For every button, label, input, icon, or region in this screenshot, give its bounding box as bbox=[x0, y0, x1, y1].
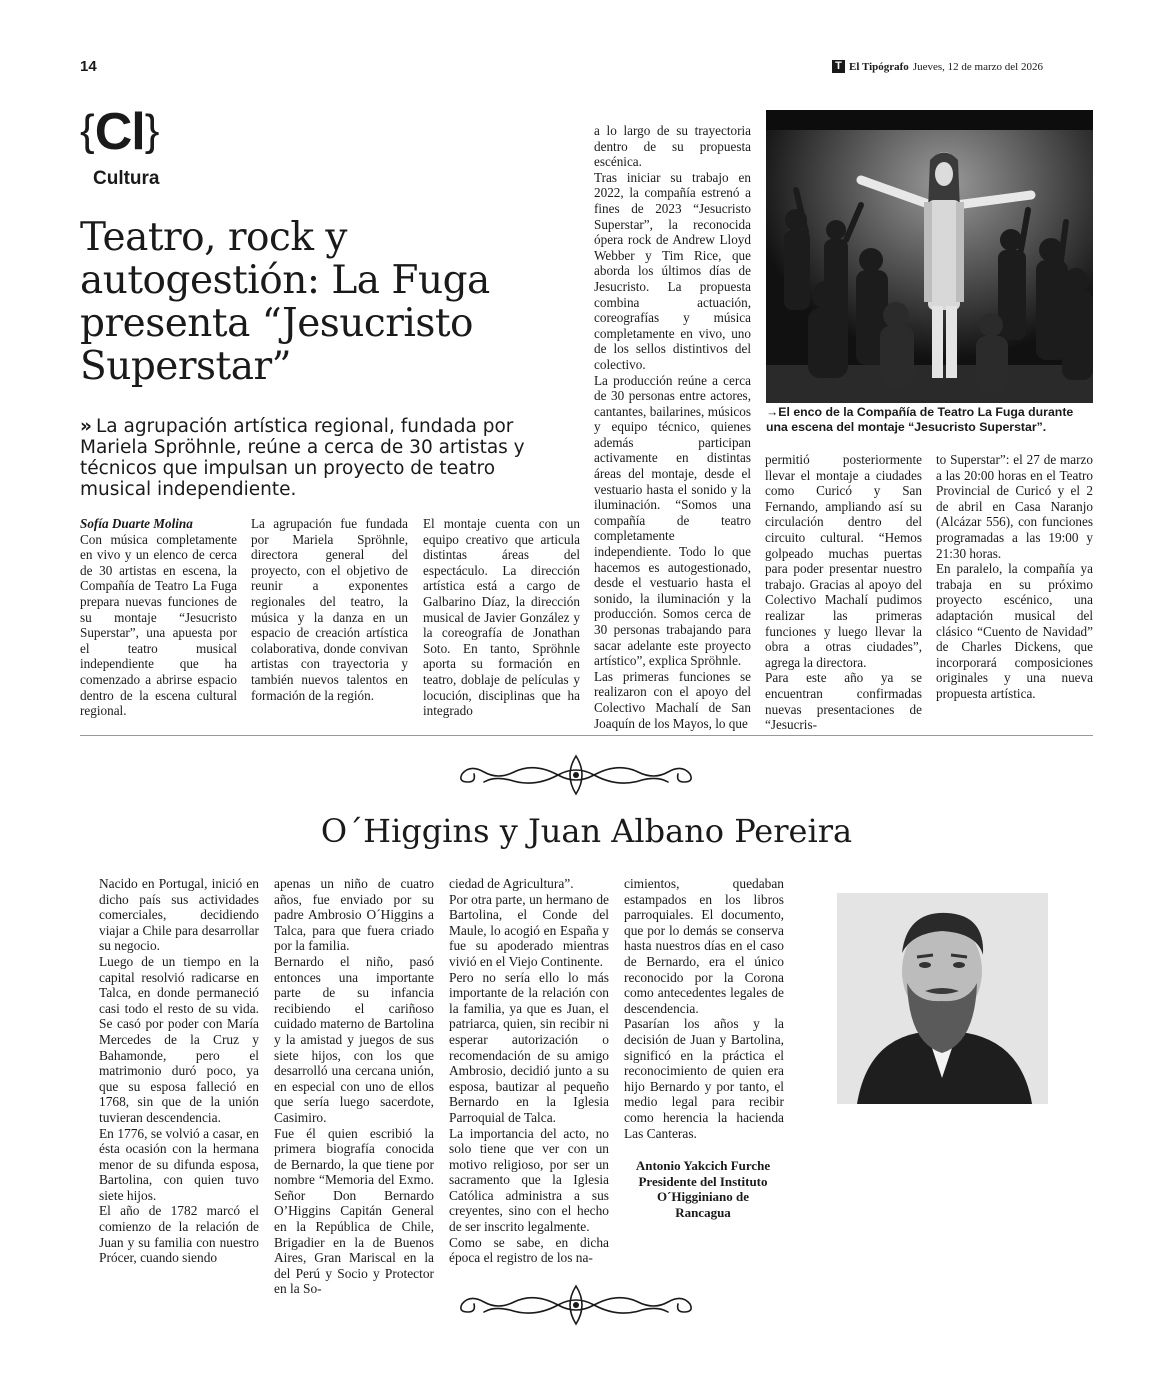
column-text: Tras iniciar su trabajo en 2022, la compañía estrenó a fines de 2023 “Jesucristo Superstar”, la reconocida ópera rock de Andrew Lloyd Webber y Tim Rice, que aborda los últimos días de Jesucristo. La propuesta combina actuación, coreografías y música completamente en vivo, uno de los sellos distintivos del colectivo. bbox=[594, 169, 751, 372]
column-text: En paralelo, la compañía ya trabaja en su próximo proyecto escénico, una adaptación musical del clásico “Cuento de Navidad” de Charles Dickens, que incorporará composiciones originales y una nueva propuesta artística. bbox=[936, 561, 1093, 701]
brace-open: { bbox=[80, 106, 95, 155]
article-deck bbox=[80, 416, 564, 500]
column-text: Como se sabe, en dicha época el registro de los na- bbox=[449, 1234, 609, 1266]
column-text: cimientos, quedaban estampados en los libros parroquiales. El documento, que por lo demás se conserva hasta nuestros días en el caso de Bernardo, era el único reconocido por la Corona como antecedentes legales de descendencia. bbox=[624, 876, 784, 1016]
article-column-4 bbox=[594, 123, 751, 731]
op-column-3 bbox=[449, 876, 609, 1266]
section-abbr: Cl bbox=[94, 103, 145, 161]
column-text: ciedad de Agricultura”. bbox=[449, 876, 574, 891]
portrait-photo bbox=[837, 893, 1048, 1104]
column-text: Fue él quien escribió la primera biografía conocida de Bernardo, la que tiene por nombre “Memoria del Exmo. Señor Don Bernardo O’Higgins Capitán General en la República de Chile, Brigadier en la de Buenos Aires, Gran Mariscal en la del Perú y Socio y Protector en la So- bbox=[274, 1125, 434, 1297]
caption-text: El enco de la Compañía de Teatro La Fuga durante una escena del montaje “Jesucristo Superstar”. bbox=[766, 405, 1074, 434]
column-text: apenas un niño de cuatro años, fue enviado por su padre Ambrosio O´Higgins a Talca, para que fuera criado por la familia. bbox=[274, 876, 434, 954]
column-text: Pasarían los años y la decisión de Juan y Bartolina, significó en la práctica el reconocimiento de quien era hijo Bernardo y por tanto, el medio legal para recibir como herencia la hacienda Las Canteras. bbox=[624, 1016, 784, 1141]
article-column-3 bbox=[423, 516, 580, 719]
column-text: a lo largo de su trayectoria dentro de su propuesta escénica. bbox=[594, 123, 751, 170]
article-title: O´Higgins y Juan Albano Pereira bbox=[320, 812, 853, 850]
section-logo bbox=[80, 104, 159, 163]
column-text: Pero no sería ello lo más importante de la relación con la familia, ya que es Juan, el patriarca, quien, sin recibir ni esperar autorización o recomendación de su amigo Ambrosio, decidió junto a su esposa, bautizar al pequeño Bernardo en la Iglesia Parroquial de Talca. bbox=[449, 969, 609, 1125]
issue-date: Jueves, 12 de marzo del 2026 bbox=[912, 60, 1043, 73]
column-text: El año de 1782 marcó el comienzo de la relación de Juan y su familia con nuestro Prócer, cuando siendo bbox=[99, 1203, 259, 1266]
op-column-2 bbox=[274, 876, 434, 1297]
page-number: 14 bbox=[80, 58, 97, 75]
column-text: Por otra parte, un hermano de Bartolina, el Conde del Maule, lo acogió en España y fue su apoderado mientras vivió en el Viejo Continente. bbox=[449, 891, 609, 969]
column-text: La importancia del acto, no solo tiene que ver con un motivo religioso, por ser un sacramento que la Iglesia Católica administra a sus creyentes, sino con el hecho de ser inscrito legalmente. bbox=[449, 1125, 609, 1235]
article-column-6 bbox=[936, 452, 1093, 702]
column-text: Luego de un tiempo en la capital resolvió radicarse en Talca, en donde permaneció casi todo el resto de su vida. Se casó por poder con María Mercedes de la Cruz y Bahamonde, pero el matrimonio duró poco, ya que su esposa falleció en 1768, sin que de la unión tuvieran descendencia. bbox=[99, 953, 259, 1125]
deck-text: La agrupación artística regional, fundada por Mariela Spröhnle, reúne a cerca de 30 artistas y técnicos que impulsan un proyecto de teatro musical independiente. bbox=[80, 416, 525, 500]
column-text: to Superstar”: el 27 de marzo a las 20:00 horas en el Teatro Provincial de Curicó y el 2 de abril en Casa Naranjo (Alcázar 556), con funciones programadas a las 19:00 y 21:30 horas. bbox=[936, 452, 1093, 561]
photo-caption bbox=[766, 405, 1093, 435]
deck-marker-icon: » bbox=[80, 416, 92, 437]
column-text: Las primeras funciones se realizaron con el apoyo del Colectivo Machalí de San Joaquín de los Mayos, lo que bbox=[594, 668, 751, 731]
newspaper-logo-icon: T bbox=[832, 60, 845, 73]
article-photo bbox=[766, 110, 1093, 403]
column-text: El montaje cuenta con un equipo creativo que articula distintas áreas del espectáculo. La dirección artística está a cargo de Galbarino Díaz, la dirección musical de Javier González y la coreografía de Jonathan Soto. En tanto, Spröhnle aporta su formación en teatro, doblaje de películas y locución, disciplinas que ha integrado bbox=[423, 516, 580, 719]
author-title: Presidente del Instituto bbox=[638, 1173, 768, 1189]
article-headline: Teatro, rock y autogestión: La Fuga presenta “Jesucristo Superstar” bbox=[80, 215, 490, 389]
column-text: Con música completamente en vivo y un elenco de cerca de 30 artistas en escena, la Compañía de Teatro La Fuga prepara nuevas funciones de su montaje “Jesucristo Superstar”, una apuesta por el teatro musical independiente que ha comenzado a abrirse espacio dentro de la escena cultural regional. bbox=[80, 531, 237, 719]
op-column-1 bbox=[99, 876, 259, 1266]
column-text: Nacido en Portugal, inició en dicho país sus actividades comerciales, decidiendo viajar a Chile para desarrollar su negocio. bbox=[99, 876, 259, 954]
section-name: Cultura bbox=[93, 168, 160, 189]
ornament-flourish-icon bbox=[454, 752, 698, 798]
caption-arrow-icon: → bbox=[766, 405, 779, 419]
article-column-1 bbox=[80, 516, 237, 719]
author-name: Antonio Yakcich Furche bbox=[635, 1158, 771, 1173]
stage-photo-illustration bbox=[766, 110, 1093, 403]
section-divider bbox=[80, 735, 1093, 736]
column-text: En 1776, se volvió a casar, en ésta ocasión con la hermana menor de su difunda esposa, Bartolina, con quien tuvo siete hijos. bbox=[99, 1125, 259, 1203]
byline: Sofía Duarte Molina bbox=[80, 516, 193, 531]
portrait-illustration bbox=[837, 893, 1048, 1104]
column-text: La agrupación fue fundada por Mariela Spröhnle, directora general del proyecto, con el objetivo de reunir a exponentes regionales del teatro, la música y la danza en un espacio de creación artística colaborativa, donde convivan artistas con trayectoria y también nuevos talentos en formación de la región. bbox=[251, 516, 408, 703]
author-signature bbox=[622, 1158, 784, 1220]
column-text: permitió posteriormente llevar el montaje a ciudades como Curicó y San Fernando, ampliando así su circulación dentro del circuito cultural. “Hemos golpeado muchas puertas para poder presentar nuestro trabajo. Gracias al apoyo del Colectivo Machalí pudimos realizar las primeras funciones y luego llevar la obra a otras ciudades”, agrega la directora. bbox=[765, 452, 922, 670]
column-text: Para este año ya se encuentran confirmadas nuevas presentaciones de “Jesucris- bbox=[765, 670, 922, 733]
article-column-2 bbox=[251, 516, 408, 703]
op-column-4 bbox=[624, 876, 784, 1141]
article-column-5 bbox=[765, 452, 922, 733]
author-title: Rancagua bbox=[675, 1204, 731, 1220]
column-text: La producción reúne a cerca de 30 personas entre actores, cantantes, bailarines, músicos y equipo técnico, quienes además participan activamente en distintas áreas del montaje, desde el vestuario hasta el sonido y la iluminación. “Somos una compañía de teatro completamente independiente. Todo lo que hacemos es autogestionado, desde el vestuario hasta el sonido, la iluminación y la producción. Somos cerca de 30 personas trabajando para sacar adelante este proyecto artístico”, explica Spröhnle. bbox=[594, 372, 751, 669]
author-title: O´Higginiano de bbox=[656, 1189, 750, 1204]
ornament-flourish-icon bbox=[454, 1282, 698, 1328]
column-text: Bernardo el niño, pasó entonces una importante parte de su infancia recibiendo el cariñoso cuidado materno de Bartolina y la amistad y juegos de sus siete hijos, con los que desarrolló una cercana unión, en especial con uno de ellos que sería luego sacerdote, Casimiro. bbox=[274, 953, 434, 1125]
newspaper-name: El Tipógrafo bbox=[849, 60, 909, 73]
masthead bbox=[832, 60, 1043, 73]
brace-close: } bbox=[144, 106, 160, 155]
